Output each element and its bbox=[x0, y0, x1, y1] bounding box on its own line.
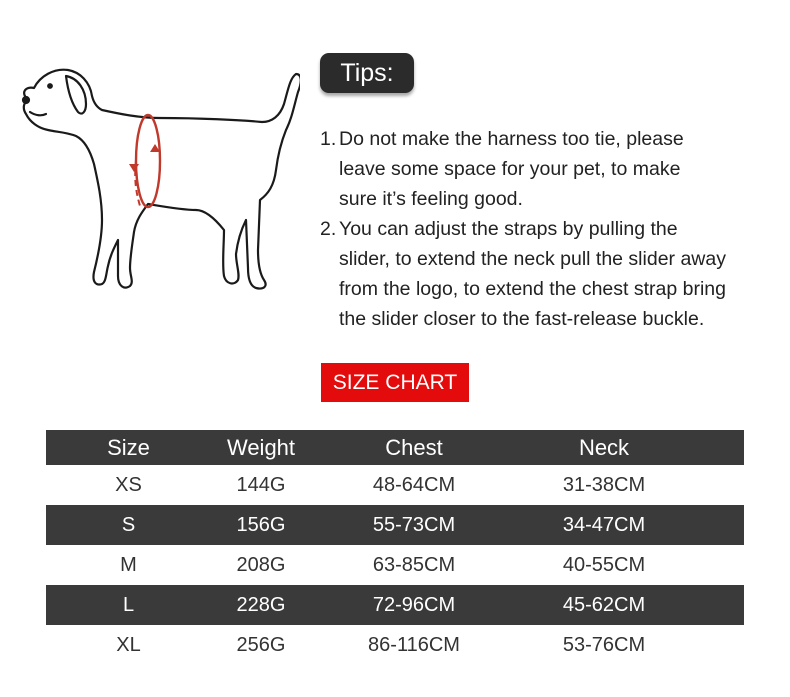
table-row bbox=[46, 505, 744, 545]
tip-item bbox=[320, 124, 785, 214]
tip-text: You can adjust the straps by pulling the slider, to extend the neck pull the slider away from the logo, to extend the chest strap bring the slider closer to the fast-release buckle. bbox=[339, 218, 726, 330]
cell-weight: 256G bbox=[236, 633, 286, 656]
cell-chest: 86-116CM bbox=[368, 633, 460, 656]
table-row bbox=[46, 465, 744, 505]
cell-chest: 63-85CM bbox=[372, 553, 456, 576]
size-chart-badge: SIZE CHART bbox=[321, 363, 469, 402]
cell-size: L bbox=[122, 593, 135, 616]
size-chart-table bbox=[46, 430, 744, 665]
cell-chest: 55-73CM bbox=[372, 513, 456, 536]
tip-item bbox=[320, 214, 785, 334]
header-chest: Chest bbox=[385, 434, 443, 460]
table-header-row bbox=[46, 430, 744, 465]
tip-number: 1. bbox=[320, 128, 337, 150]
cell-size: M bbox=[120, 553, 137, 576]
table-row bbox=[46, 545, 744, 585]
table-row bbox=[46, 585, 744, 625]
cell-chest: 48-64CM bbox=[372, 473, 456, 496]
cell-neck: 45-62CM bbox=[562, 593, 646, 616]
cell-size: XL bbox=[116, 633, 141, 656]
cell-weight: 208G bbox=[236, 553, 286, 576]
dog-outline-icon bbox=[10, 60, 300, 300]
tip-number: 2. bbox=[320, 218, 337, 240]
cell-chest: 72-96CM bbox=[372, 593, 456, 616]
cell-neck: 31-38CM bbox=[562, 473, 646, 496]
cell-neck: 53-76CM bbox=[562, 633, 646, 656]
tips-list bbox=[320, 124, 785, 334]
header-size: Size bbox=[107, 434, 150, 460]
cell-size: S bbox=[121, 513, 136, 536]
cell-weight: 228G bbox=[236, 593, 286, 616]
cell-weight: 156G bbox=[236, 513, 286, 536]
tips-badge: Tips: bbox=[320, 53, 414, 93]
tip-text: Do not make the harness too tie, please leave some space for your pet, to make sure it’s feeling good. bbox=[339, 128, 684, 210]
header-neck: Neck bbox=[578, 434, 630, 460]
cell-size: XS bbox=[115, 473, 142, 496]
table-row bbox=[46, 625, 744, 665]
cell-neck: 34-47CM bbox=[562, 513, 646, 536]
cell-weight: 144G bbox=[236, 473, 286, 496]
header-weight: Weight bbox=[226, 434, 296, 460]
cell-neck: 40-55CM bbox=[562, 553, 646, 576]
